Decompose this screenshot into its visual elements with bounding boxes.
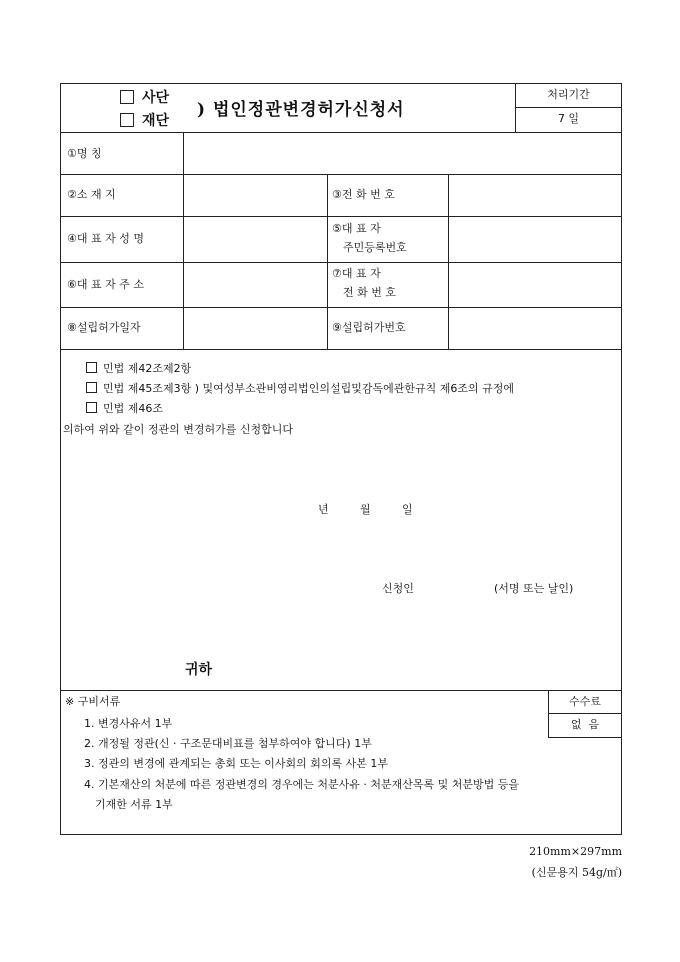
law2-checkbox[interactable] [86,382,97,393]
fee-value: 없 음 [570,718,600,731]
paper-spec: (신문용지 54g/㎡) [531,866,622,879]
address-value[interactable] [184,175,326,215]
signature-label: (서명 또는 날인) [494,582,574,595]
rep-phone-value[interactable] [449,263,621,306]
est-date-value[interactable] [184,308,326,348]
period-value: 7 일 [557,112,580,125]
period-label: 처리기간 [547,88,590,101]
applicant-label: 신청인 [382,582,414,595]
doc-item-4a: 4. 기본재산의 처분에 따른 정관변경의 경우에는 처분사유 · 처분재산목록 및 처분방법 등을 [84,778,519,791]
doc-item-4b: 기재한 서류 1부 [95,798,173,811]
rep-id-label-1: ⑤대 표 자 [332,222,381,235]
law-line-1: 민법 제42조제2항 [86,362,191,376]
law3-checkbox[interactable] [86,402,97,413]
docs-heading: ※ 구비서류 [65,695,121,708]
rep-phone-label-1: ⑦대 표 자 [332,267,381,280]
rep-id-label-2: 주민등록번호 [343,241,407,254]
rep-phone-label-2: 전 화 번 호 [343,286,396,299]
paper-size: 210mm×297mm [529,845,622,858]
law-line-3: 민법 제46조 [86,402,163,416]
name-label: ①명 칭 [67,147,102,160]
row-line-5 [60,349,622,350]
rep-address-value[interactable] [184,263,326,306]
jaedan-checkbox[interactable] [120,113,134,127]
form-title: ) 법인정관변경허가신청서 [197,100,405,120]
statement: 의하여 위와 같이 정관의 변경허가를 신청합니다 [63,423,294,436]
doc-item-2: 2. 개정될 정관(신 · 구조문대비표를 첨부하여야 합니다) 1부 [84,737,372,750]
law-line-2: 민법 제45조제3항 ) 및여성부소관비영리법인의설립및감독에관한규칙 제6조의 규정에 [86,382,514,396]
rep-name-label: ④대 표 자 성 명 [67,232,144,245]
period-mid-line [515,107,622,108]
date-month: 월 [360,503,371,516]
rep-address-label: ⑥대 표 자 주 소 [67,278,144,291]
rep-name-value[interactable] [184,217,326,261]
phone-value[interactable] [449,175,621,215]
fee-mid-line [548,713,622,714]
rep-id-value[interactable] [449,217,621,261]
fee-label: 수수료 [569,695,601,708]
mid-col-divider [327,174,328,349]
name-value[interactable] [184,133,621,173]
est-date-label: ⑧설립허가일자 [67,321,141,334]
date-day: 일 [402,503,413,516]
type-jaedan: 재단 [120,113,169,129]
type-saedan: 사단 [120,90,169,106]
law1-checkbox[interactable] [86,362,97,373]
date-year: 년 [318,503,329,516]
addressee: 귀하 [185,662,213,678]
fee-bottom-line [548,737,622,738]
doc-item-3: 3. 정관의 변경에 관계되는 총회 또는 이사회의 회의록 사본 1부 [84,757,388,770]
address-label: ②소 재 지 [67,188,116,201]
est-no-label: ⑨설립허가번호 [332,321,406,334]
saedan-checkbox[interactable] [120,90,134,104]
phone-label: ③전 화 번 호 [332,188,395,201]
docs-top-line [60,690,622,691]
doc-item-1: 1. 변경사유서 1부 [84,717,173,730]
est-no-value[interactable] [449,308,621,348]
